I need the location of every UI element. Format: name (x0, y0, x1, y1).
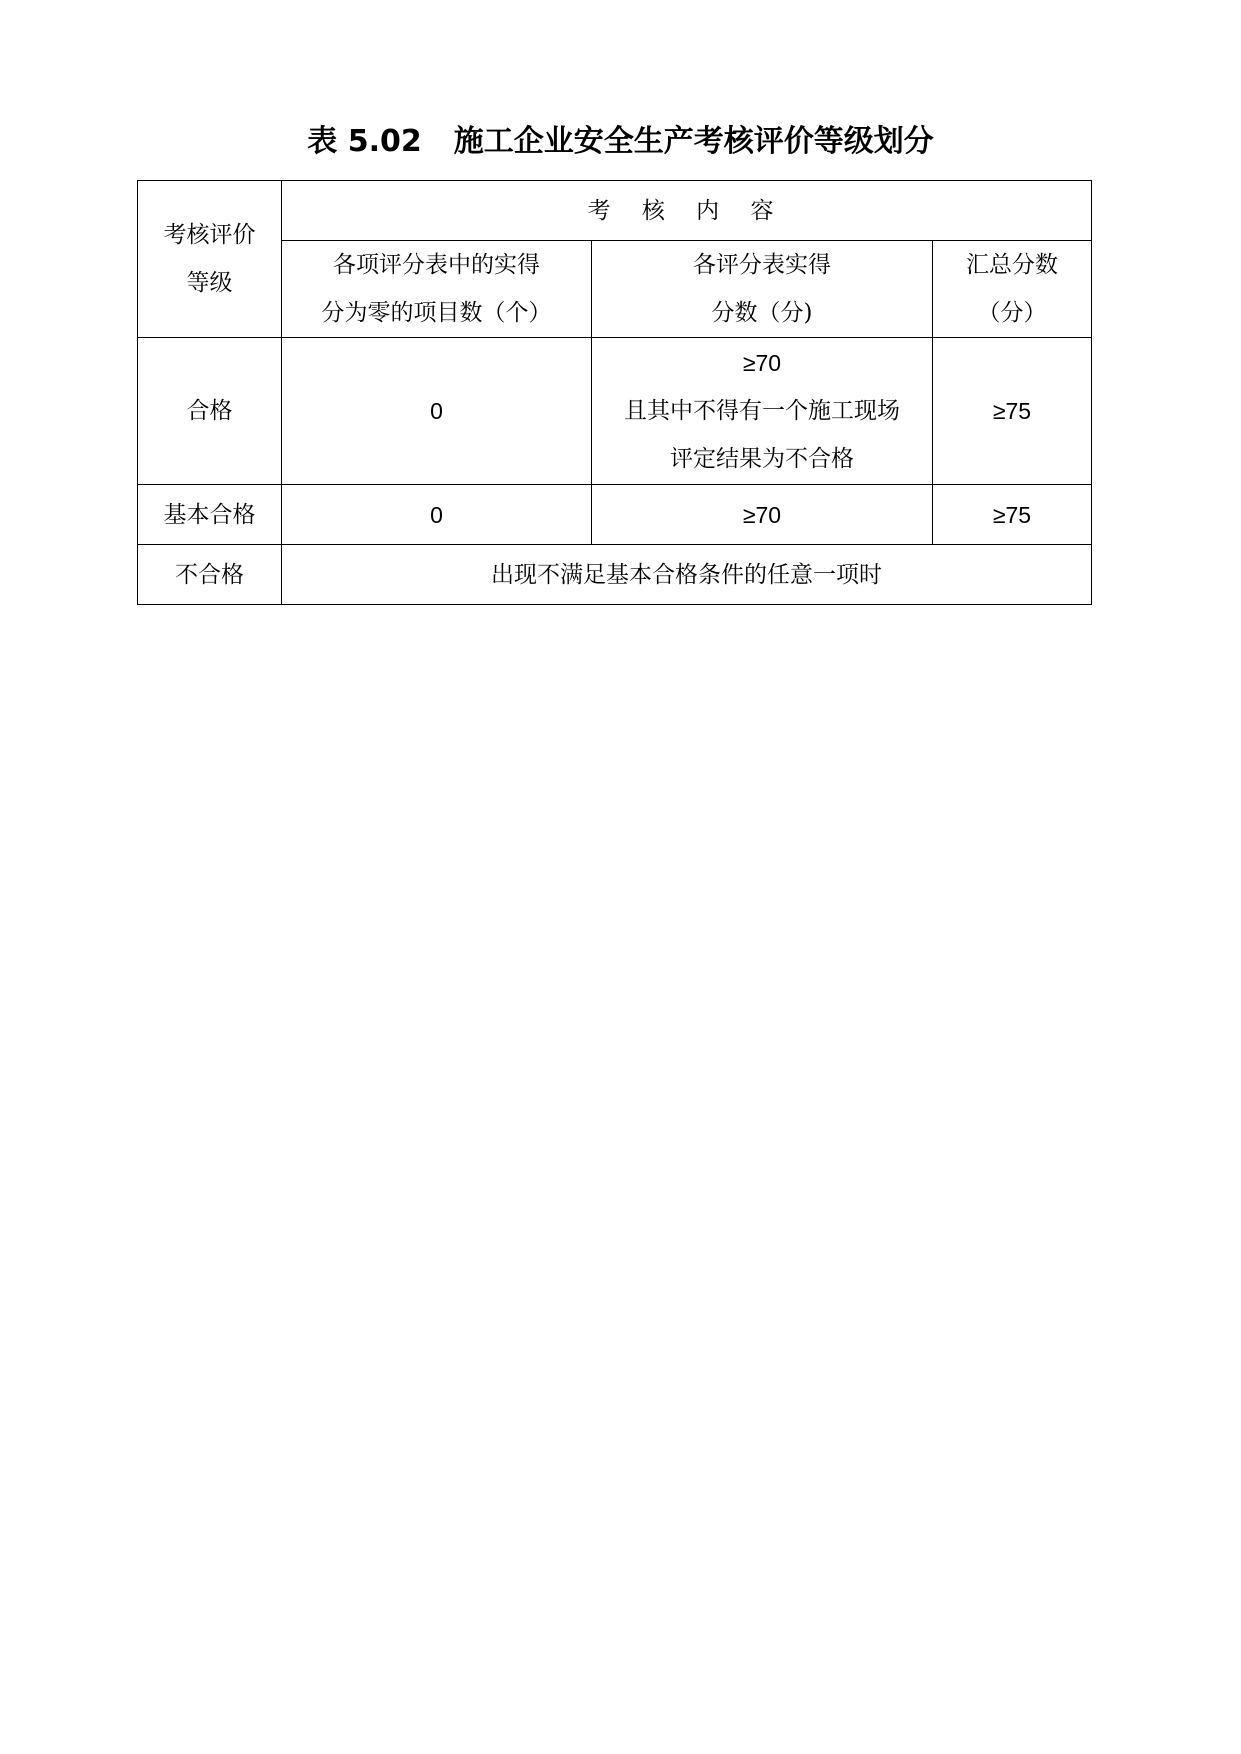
table-row-qualified (138, 338, 1092, 485)
table-row-basically-qualified (138, 485, 1092, 545)
zero-items-basically-qualified: 0 (282, 485, 592, 545)
header-grade-line-2: 等级 (186, 270, 233, 296)
zero-items-qualified: 0 (282, 338, 592, 485)
subheader-table-scores-line-2: 分数（分) (711, 300, 813, 326)
header-content (282, 181, 1092, 241)
total-score-qualified: ≥75 (933, 338, 1092, 485)
header-grade (138, 181, 282, 338)
grade-basically-qualified: 基本合格 (138, 485, 282, 545)
subheader-total-score (933, 241, 1092, 338)
subheader-zero-items-line-2: 分为零的项目数（个） (321, 300, 552, 326)
grade-unqualified: 不合格 (138, 545, 282, 605)
total-score-basically-qualified: ≥75 (933, 485, 1092, 545)
page-title (0, 122, 1241, 162)
subheader-table-scores-line-1: 各评分表实得 (693, 252, 831, 278)
table-header-row (138, 181, 1092, 241)
subheader-zero-items (282, 241, 592, 338)
table-scores-basically-qualified: ≥70 (592, 485, 933, 545)
table-scores-qualified (592, 338, 933, 485)
subheader-zero-items-line-1: 各项评分表中的实得 (333, 252, 540, 278)
table-subheader-row (138, 241, 1092, 338)
subheader-total-score-line-2: （分） (977, 300, 1047, 326)
table-title-text: 施工企业安全生产考核评价等级划分 (453, 124, 934, 159)
table-scores-qualified-line-3: 评定结果为不合格 (670, 446, 854, 472)
header-content-label: 考 核 内 容 (587, 197, 786, 224)
header-grade-line-1: 考核评价 (163, 222, 256, 248)
subheader-table-scores (592, 241, 933, 338)
subheader-total-score-line-1: 汇总分数 (966, 252, 1058, 278)
grade-qualified: 合格 (138, 338, 282, 485)
table-row-unqualified (138, 545, 1092, 605)
table-scores-qualified-line-1: ≥70 (742, 350, 782, 376)
table-scores-qualified-line-2: 且其中不得有一个施工现场 (624, 398, 900, 424)
grade-table (137, 180, 1092, 605)
condition-unqualified: 出现不满足基本合格条件的任意一项时 (282, 545, 1092, 605)
table-number: 表 5.02 (307, 124, 422, 159)
